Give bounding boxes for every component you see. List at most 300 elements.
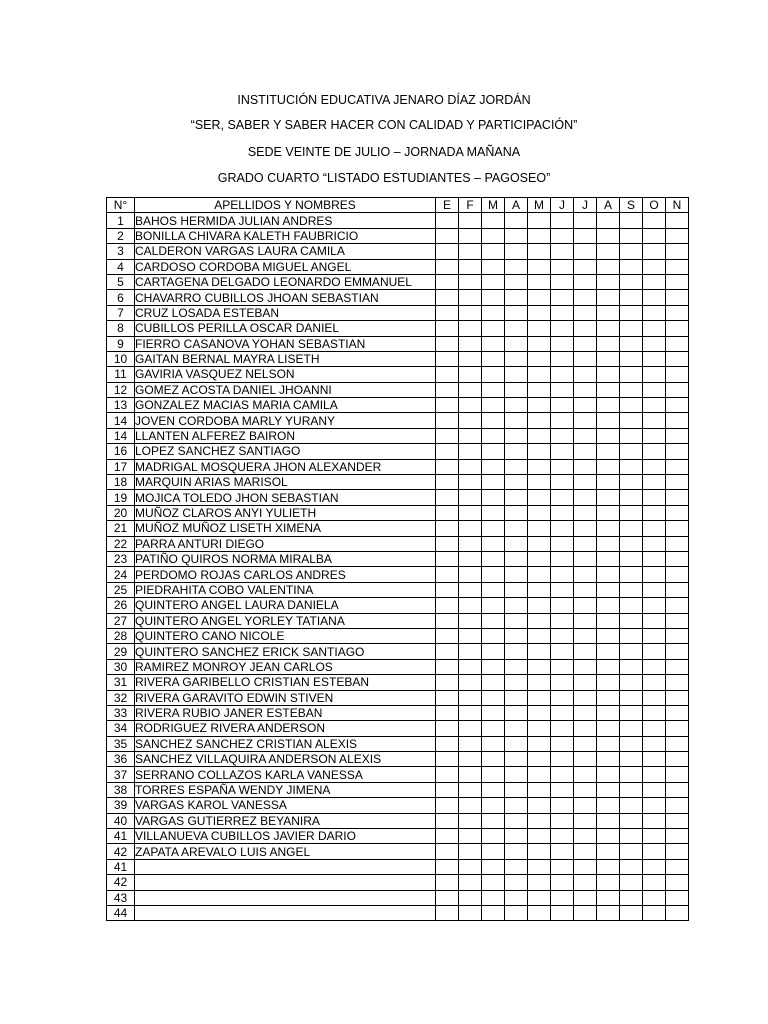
payment-cell — [574, 844, 597, 859]
payment-cell — [643, 844, 666, 859]
payment-cell — [482, 813, 505, 828]
payment-cell — [620, 382, 643, 397]
payment-cell — [505, 813, 528, 828]
list-title: GRADO CUARTO “LISTADO ESTUDIANTES – PAGOSEO” — [217, 171, 551, 185]
row-number: 19 — [107, 490, 135, 505]
payment-cell — [551, 782, 574, 797]
payment-cell — [482, 367, 505, 382]
payment-cell — [436, 351, 459, 366]
payment-cell — [528, 582, 551, 597]
payment-cell — [528, 721, 551, 736]
payment-cell — [620, 705, 643, 720]
payment-cell — [574, 213, 597, 228]
student-name: GAVIRIA VASQUEZ NELSON — [135, 367, 436, 382]
payment-cell — [528, 536, 551, 551]
payment-cell — [551, 690, 574, 705]
payment-cell — [505, 567, 528, 582]
row-number: 28 — [107, 628, 135, 643]
row-number: 1 — [107, 213, 135, 228]
payment-cell — [643, 752, 666, 767]
payment-cell — [459, 274, 482, 289]
payment-cell — [459, 259, 482, 274]
payment-cell — [666, 659, 689, 674]
payment-cell — [551, 628, 574, 643]
payment-cell — [528, 505, 551, 520]
payment-cell — [528, 428, 551, 443]
payment-cell — [597, 598, 620, 613]
table-row — [107, 628, 689, 643]
row-number: 35 — [107, 736, 135, 751]
payment-cell — [505, 274, 528, 289]
student-name: ZAPATA AREVALO LUIS ANGEL — [135, 844, 436, 859]
payment-cell — [620, 782, 643, 797]
payment-cell — [459, 351, 482, 366]
payment-cell — [505, 382, 528, 397]
payment-cell — [482, 213, 505, 228]
row-number: 2 — [107, 228, 135, 243]
payment-cell — [574, 567, 597, 582]
payment-cell — [551, 721, 574, 736]
payment-cell — [551, 598, 574, 613]
payment-cell — [528, 752, 551, 767]
payment-cell — [551, 567, 574, 582]
table-row — [107, 813, 689, 828]
payment-cell — [528, 798, 551, 813]
payment-cell — [528, 844, 551, 859]
payment-cell — [666, 767, 689, 782]
payment-cell — [666, 736, 689, 751]
payment-cell — [620, 459, 643, 474]
payment-cell — [528, 244, 551, 259]
table-row — [107, 228, 689, 243]
payment-cell — [551, 705, 574, 720]
payment-cell — [643, 644, 666, 659]
table-row — [107, 767, 689, 782]
payment-cell — [551, 829, 574, 844]
payment-cell — [597, 844, 620, 859]
payment-cell — [597, 798, 620, 813]
payment-cell — [620, 875, 643, 890]
payment-cell — [436, 613, 459, 628]
payment-cell — [436, 705, 459, 720]
payment-cell — [505, 628, 528, 643]
campus-line: SEDE VEINTE DE JULIO – JORNADA MAÑANA — [247, 145, 521, 159]
payment-cell — [551, 582, 574, 597]
payment-cell — [482, 351, 505, 366]
month-column-header: N — [666, 198, 689, 213]
payment-cell — [597, 628, 620, 643]
payment-cell — [505, 521, 528, 536]
payment-cell — [620, 505, 643, 520]
table-row — [107, 321, 689, 336]
row-number: 14 — [107, 428, 135, 443]
table-row — [107, 890, 689, 905]
payment-cell — [482, 551, 505, 566]
payment-cell — [528, 644, 551, 659]
payment-cell — [574, 444, 597, 459]
student-name: CUBILLOS PERILLA OSCAR DANIEL — [135, 321, 436, 336]
payment-cell — [459, 244, 482, 259]
payment-cell — [620, 721, 643, 736]
payment-cell — [436, 690, 459, 705]
payment-cell — [528, 367, 551, 382]
payment-cell — [643, 659, 666, 674]
payment-cell — [643, 736, 666, 751]
payment-cell — [459, 367, 482, 382]
payment-cell — [597, 813, 620, 828]
payment-cell — [459, 736, 482, 751]
payment-cell — [666, 782, 689, 797]
table-row — [107, 675, 689, 690]
payment-cell — [620, 213, 643, 228]
student-name: TORRES ESPAÑA WENDY JIMENA — [135, 782, 436, 797]
payment-cell — [436, 905, 459, 920]
payment-cell — [551, 228, 574, 243]
student-name: CHAVARRO CUBILLOS JHOAN SEBASTIAN — [135, 290, 436, 305]
payment-cell — [643, 321, 666, 336]
payment-cell — [459, 782, 482, 797]
payment-cell — [459, 428, 482, 443]
payment-cell — [551, 675, 574, 690]
table-row — [107, 582, 689, 597]
payment-cell — [505, 598, 528, 613]
row-number: 32 — [107, 690, 135, 705]
payment-cell — [597, 274, 620, 289]
payment-cell — [482, 659, 505, 674]
student-name: GOMEZ ACOSTA DANIEL JHOANNI — [135, 382, 436, 397]
table-row — [107, 490, 689, 505]
month-column-header: S — [620, 198, 643, 213]
payment-cell — [528, 351, 551, 366]
payment-cell — [643, 505, 666, 520]
row-number: 42 — [107, 844, 135, 859]
row-number: 16 — [107, 444, 135, 459]
payment-cell — [528, 382, 551, 397]
payment-cell — [436, 582, 459, 597]
payment-cell — [574, 859, 597, 874]
payment-cell — [482, 305, 505, 320]
student-name: QUINTERO CANO NICOLE — [135, 628, 436, 643]
payment-cell — [482, 428, 505, 443]
payment-cell — [551, 428, 574, 443]
payment-cell — [551, 813, 574, 828]
payment-cell — [482, 536, 505, 551]
payment-cell — [482, 274, 505, 289]
payment-cell — [666, 798, 689, 813]
payment-cell — [459, 336, 482, 351]
payment-cell — [551, 305, 574, 320]
payment-cell — [666, 428, 689, 443]
payment-cell — [551, 290, 574, 305]
payment-cell — [551, 274, 574, 289]
payment-cell — [643, 798, 666, 813]
payment-cell — [551, 475, 574, 490]
payment-cell — [574, 459, 597, 474]
payment-cell — [643, 490, 666, 505]
payment-cell — [528, 274, 551, 289]
row-number: 31 — [107, 675, 135, 690]
payment-cell — [505, 475, 528, 490]
row-number: 5 — [107, 274, 135, 289]
payment-cell — [643, 628, 666, 643]
payment-cell — [436, 290, 459, 305]
payment-cell — [597, 505, 620, 520]
payment-cell — [436, 551, 459, 566]
row-number: 38 — [107, 782, 135, 797]
table-row — [107, 782, 689, 797]
payment-cell — [574, 582, 597, 597]
payment-cell — [643, 721, 666, 736]
payment-cell — [528, 767, 551, 782]
payment-cell — [666, 321, 689, 336]
payment-cell — [482, 628, 505, 643]
row-number: 23 — [107, 551, 135, 566]
payment-cell — [620, 536, 643, 551]
table-row — [107, 444, 689, 459]
row-number: 14 — [107, 413, 135, 428]
payment-cell — [643, 444, 666, 459]
payment-cell — [459, 813, 482, 828]
payment-cell — [528, 875, 551, 890]
payment-cell — [597, 890, 620, 905]
payment-cell — [597, 613, 620, 628]
table-row — [107, 905, 689, 920]
payment-cell — [436, 213, 459, 228]
row-number: 3 — [107, 244, 135, 259]
payment-cell — [436, 644, 459, 659]
payment-cell — [482, 798, 505, 813]
payment-cell — [574, 598, 597, 613]
table-row — [107, 475, 689, 490]
payment-cell — [528, 782, 551, 797]
payment-cell — [666, 613, 689, 628]
payment-cell — [620, 398, 643, 413]
payment-cell — [436, 875, 459, 890]
payment-cell — [666, 305, 689, 320]
payment-cell — [643, 228, 666, 243]
payment-cell — [459, 290, 482, 305]
table-row — [107, 290, 689, 305]
payment-cell — [459, 382, 482, 397]
month-column-header: J — [574, 198, 597, 213]
payment-cell — [643, 767, 666, 782]
payment-cell — [597, 736, 620, 751]
row-number: 4 — [107, 259, 135, 274]
payment-cell — [643, 859, 666, 874]
payment-cell — [620, 551, 643, 566]
row-number: 24 — [107, 567, 135, 582]
row-number: 41 — [107, 859, 135, 874]
table-row — [107, 690, 689, 705]
payment-cell — [666, 444, 689, 459]
payment-cell — [528, 829, 551, 844]
payment-cell — [505, 859, 528, 874]
payment-cell — [551, 551, 574, 566]
payment-cell — [505, 290, 528, 305]
row-number: 27 — [107, 613, 135, 628]
payment-cell — [620, 305, 643, 320]
payment-cell — [666, 459, 689, 474]
payment-cell — [597, 690, 620, 705]
payment-cell — [482, 690, 505, 705]
student-name: CALDERON VARGAS LAURA CAMILA — [135, 244, 436, 259]
month-column-header: M — [528, 198, 551, 213]
payment-cell — [551, 259, 574, 274]
payment-cell — [505, 875, 528, 890]
payment-cell — [436, 459, 459, 474]
row-number: 10 — [107, 351, 135, 366]
payment-cell — [643, 890, 666, 905]
payment-cell — [643, 428, 666, 443]
table-header-row — [107, 198, 689, 213]
payment-cell — [574, 367, 597, 382]
payment-cell — [666, 382, 689, 397]
payment-cell — [643, 690, 666, 705]
payment-cell — [597, 490, 620, 505]
student-name: RIVERA GARAVITO EDWIN STIVEN — [135, 690, 436, 705]
payment-cell — [459, 228, 482, 243]
table-row — [107, 736, 689, 751]
table-row — [107, 382, 689, 397]
payment-cell — [459, 475, 482, 490]
payment-cell — [574, 890, 597, 905]
payment-cell — [505, 228, 528, 243]
payment-cell — [643, 521, 666, 536]
payment-cell — [597, 367, 620, 382]
row-number: 39 — [107, 798, 135, 813]
table-row — [107, 798, 689, 813]
payment-cell — [528, 690, 551, 705]
payment-cell — [505, 321, 528, 336]
payment-cell — [528, 859, 551, 874]
payment-cell — [482, 582, 505, 597]
payment-cell — [643, 290, 666, 305]
payment-cell — [528, 890, 551, 905]
payment-cell — [482, 782, 505, 797]
payment-cell — [482, 413, 505, 428]
payment-cell — [505, 644, 528, 659]
payment-cell — [482, 644, 505, 659]
payment-cell — [436, 752, 459, 767]
payment-cell — [620, 367, 643, 382]
table-row — [107, 659, 689, 674]
payment-cell — [643, 875, 666, 890]
payment-cell — [505, 428, 528, 443]
payment-cell — [620, 675, 643, 690]
payment-cell — [482, 567, 505, 582]
payment-cell — [459, 321, 482, 336]
payment-cell — [482, 382, 505, 397]
table-row — [107, 351, 689, 366]
payment-cell — [505, 767, 528, 782]
table-row — [107, 367, 689, 382]
payment-cell — [643, 398, 666, 413]
payment-cell — [528, 705, 551, 720]
payment-cell — [597, 659, 620, 674]
payment-cell — [528, 336, 551, 351]
payment-cell — [643, 475, 666, 490]
payment-cell — [505, 259, 528, 274]
row-number: 6 — [107, 290, 135, 305]
table-row — [107, 844, 689, 859]
payment-cell — [574, 428, 597, 443]
payment-cell — [597, 705, 620, 720]
payment-cell — [528, 398, 551, 413]
payment-cell — [459, 875, 482, 890]
payment-cell — [505, 752, 528, 767]
student-name: VARGAS GUTIERREZ BEYANIRA — [135, 813, 436, 828]
payment-cell — [436, 490, 459, 505]
payment-cell — [436, 598, 459, 613]
payment-cell — [436, 890, 459, 905]
payment-cell — [620, 428, 643, 443]
row-number: 17 — [107, 459, 135, 474]
payment-cell — [459, 582, 482, 597]
payment-cell — [597, 259, 620, 274]
payment-cell — [666, 274, 689, 289]
payment-cell — [574, 305, 597, 320]
table-row — [107, 567, 689, 582]
payment-cell — [666, 675, 689, 690]
payment-cell — [597, 475, 620, 490]
payment-cell — [597, 244, 620, 259]
table-row — [107, 598, 689, 613]
table-row — [107, 875, 689, 890]
student-name: QUINTERO SANCHEZ ERICK SANTIAGO — [135, 644, 436, 659]
student-name: QUINTERO ANGEL LAURA DANIELA — [135, 598, 436, 613]
student-name: MADRIGAL MOSQUERA JHON ALEXANDER — [135, 459, 436, 474]
payment-cell — [643, 829, 666, 844]
payment-cell — [459, 721, 482, 736]
payment-cell — [666, 398, 689, 413]
payment-cell — [482, 767, 505, 782]
payment-cell — [482, 844, 505, 859]
row-number: 12 — [107, 382, 135, 397]
row-number: 44 — [107, 905, 135, 920]
payment-cell — [666, 551, 689, 566]
payment-cell — [574, 767, 597, 782]
payment-cell — [459, 705, 482, 720]
payment-cell — [574, 752, 597, 767]
payment-cell — [551, 459, 574, 474]
student-name: VILLANUEVA CUBILLOS JAVIER DARIO — [135, 829, 436, 844]
student-name: CARTAGENA DELGADO LEONARDO EMMANUEL — [135, 274, 436, 289]
payment-cell — [620, 351, 643, 366]
payment-cell — [666, 890, 689, 905]
payment-cell — [574, 705, 597, 720]
payment-cell — [528, 675, 551, 690]
payment-cell — [459, 567, 482, 582]
payment-cell — [551, 321, 574, 336]
payment-cell — [620, 259, 643, 274]
payment-cell — [551, 213, 574, 228]
payment-cell — [505, 213, 528, 228]
student-name: JOVEN CORDOBA MARLY YURANY — [135, 413, 436, 428]
payment-cell — [643, 613, 666, 628]
payment-cell — [482, 598, 505, 613]
payment-cell — [505, 890, 528, 905]
payment-cell — [620, 690, 643, 705]
student-name: CARDOSO CORDOBA MIGUEL ANGEL — [135, 259, 436, 274]
payment-cell — [482, 875, 505, 890]
payment-cell — [482, 228, 505, 243]
student-name — [135, 905, 436, 920]
payment-cell — [436, 413, 459, 428]
month-column-header: M — [482, 198, 505, 213]
payment-cell — [643, 213, 666, 228]
payment-cell — [597, 859, 620, 874]
payment-cell — [505, 844, 528, 859]
